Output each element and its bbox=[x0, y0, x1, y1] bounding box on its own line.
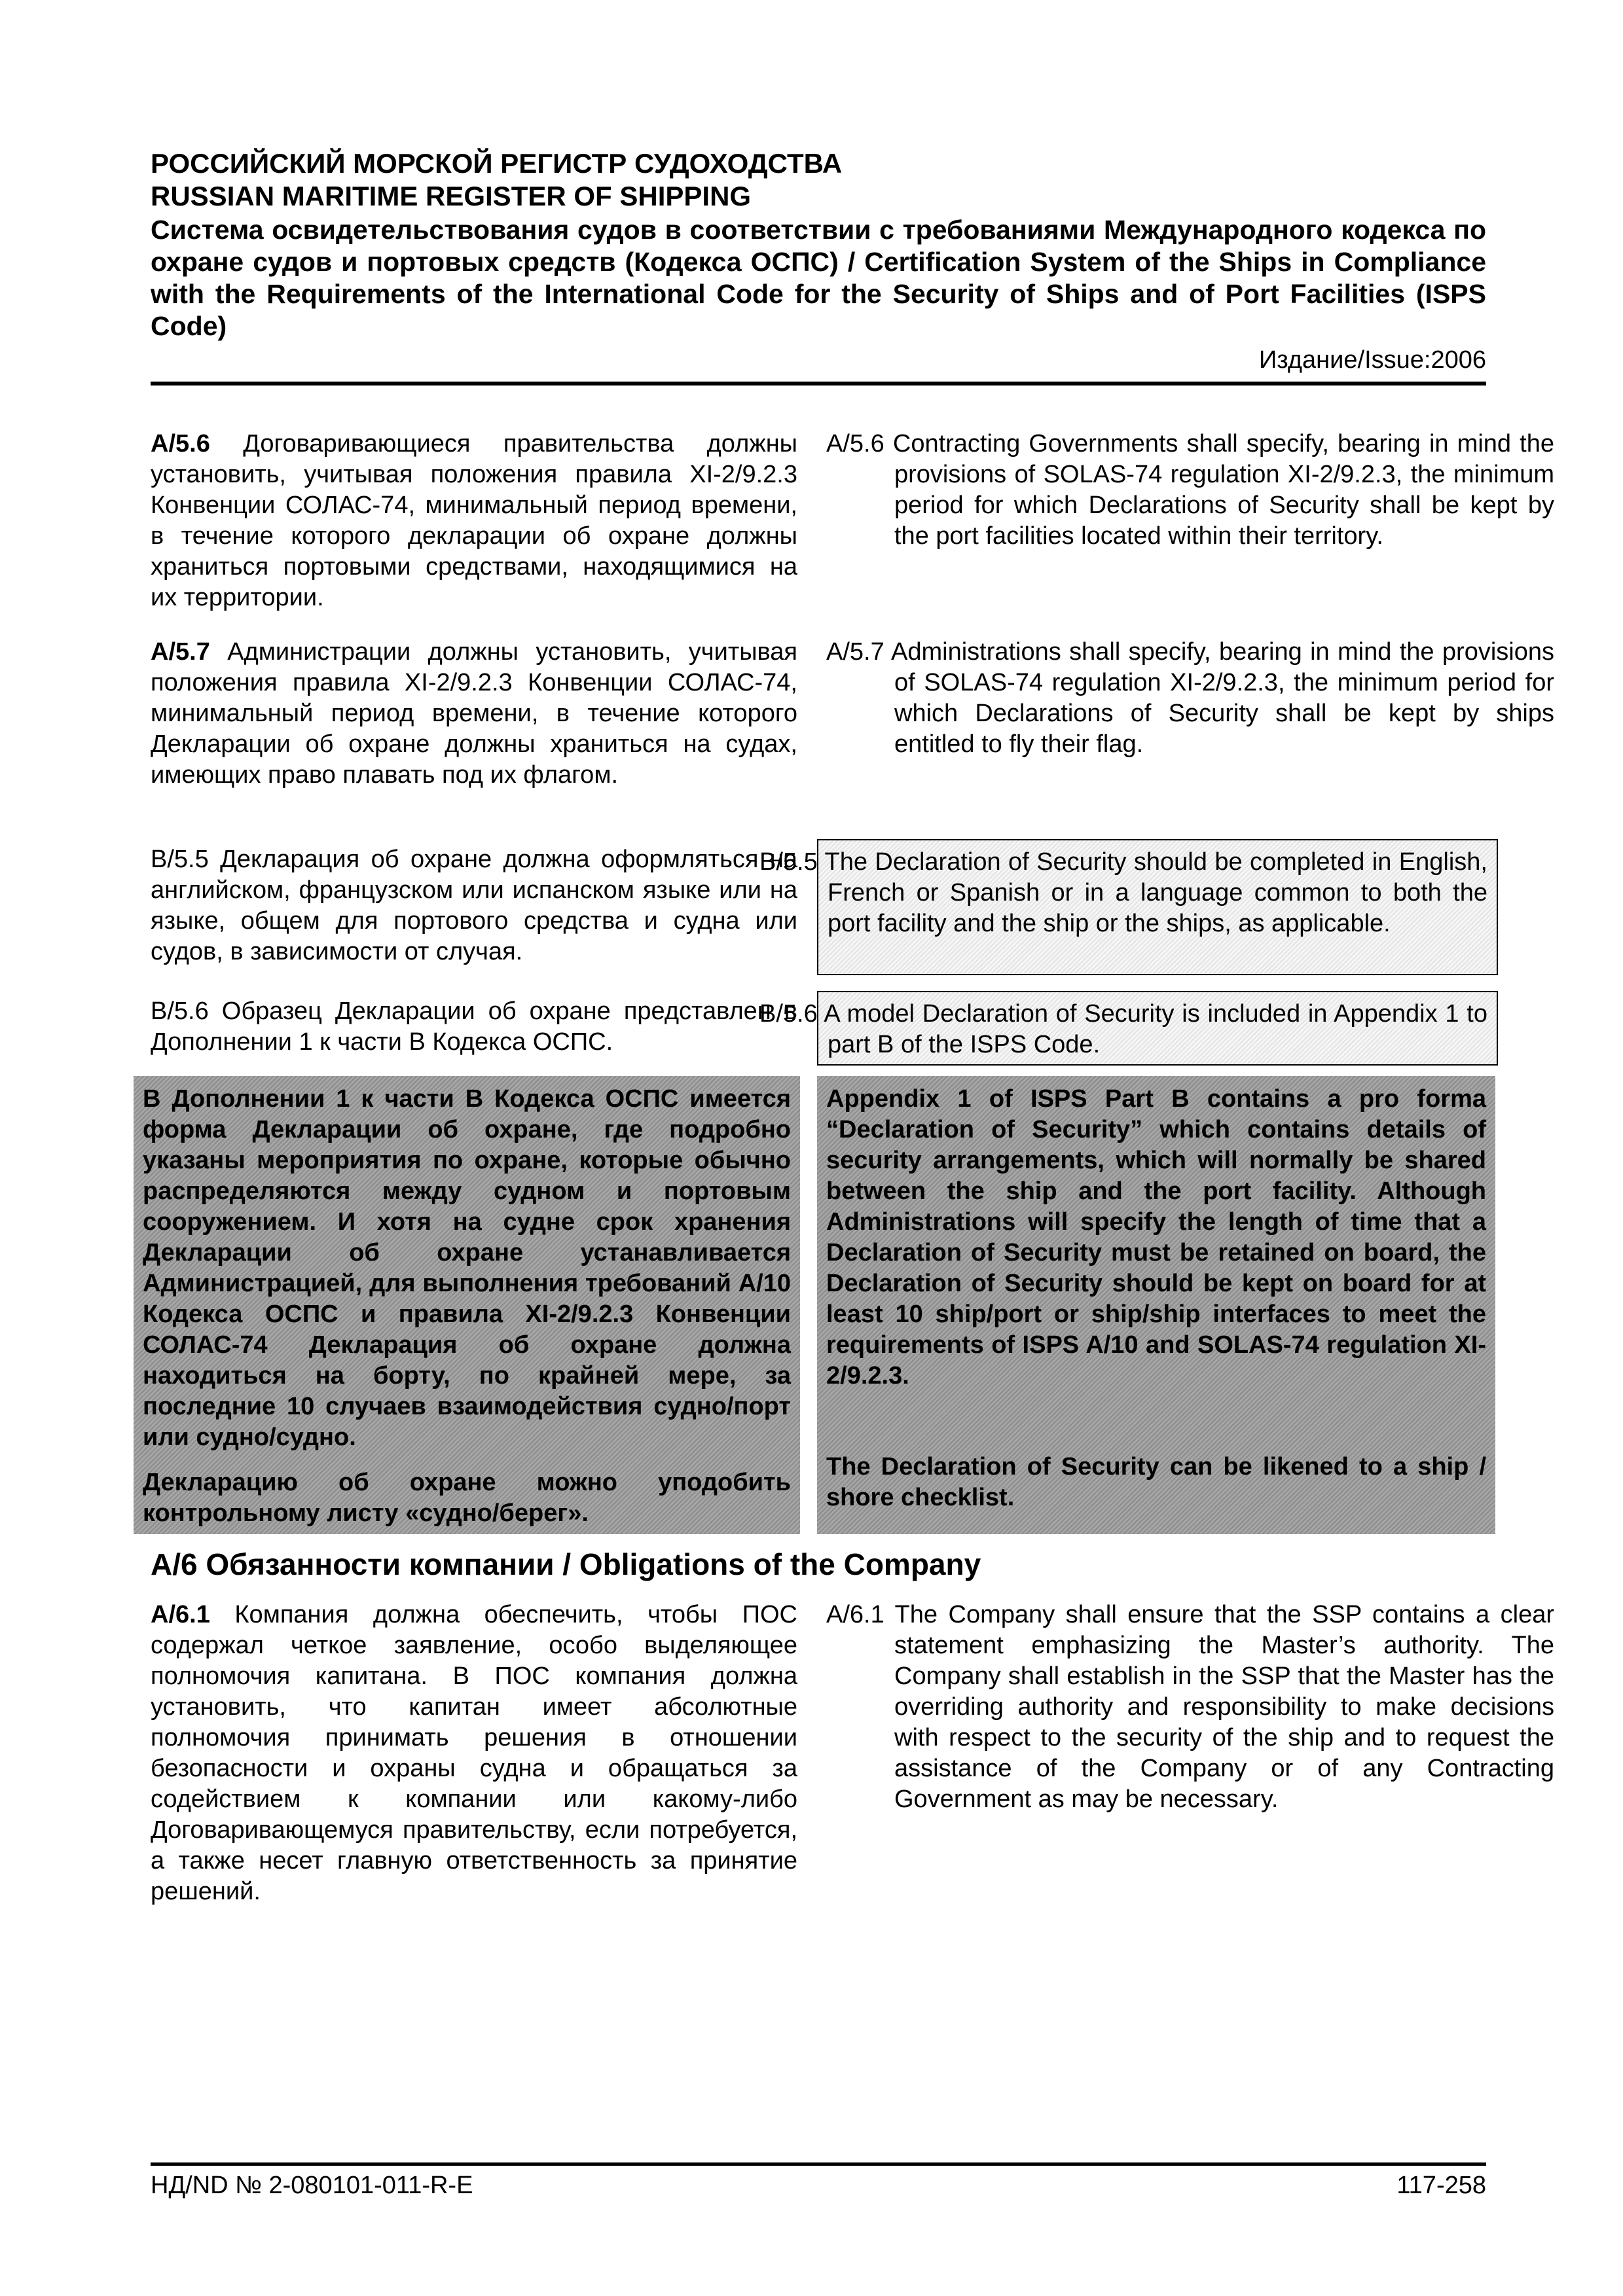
header-rule bbox=[151, 382, 1486, 386]
a6-1-ru-text: Компания должна обеспечить, чтобы ПОС содержал четкое заявление, особо выделяющее полномочия капитана. В ПОС компания должна установить, что капитан имеет абсолютные полномочия принимать решения в отношении безопасности и охраны судна и обращаться за содействием к компании или какому-либо Договаривающемуся правительству, если потребуется, а также несет главную ответственность за принятие решений. bbox=[151, 1601, 797, 1905]
register-title-en: RUSSIAN MARITIME REGISTER OF SHIPPING bbox=[151, 181, 752, 211]
a5-7-ru bbox=[151, 637, 797, 791]
a6-1-ru bbox=[151, 1600, 797, 1907]
a6-1-ru-number: А/6.1 bbox=[151, 1601, 210, 1628]
a6-1-en: A/6.1 The Company shall ensure that the SSP contains a clear statement emphasizing the Master’s authority. The Company shall establish in the SSP that the Master has the overriding authority and responsibility to make decisions with respect to the security of the ship and to request the assistance of the Company or of any Contracting Government as may be necessary. bbox=[826, 1601, 1554, 1813]
note-ru-2: Декларацию об охране можно уподобить контрольному листу «судно/берег». bbox=[143, 1469, 791, 1527]
b5-5-ru: В/5.5 Декларация об охране должна оформляться на английском, французском или испанском языке или на языке, общем для портового средства и судна или судов, в зависимости от случая. bbox=[151, 846, 797, 965]
b5-6-en-box bbox=[759, 991, 1498, 1066]
system-title: Система освидетельствования судов в соответствии с требованиями Международного кодекса по охране судов и портовых средств (Кодекса ОСПС) / Certification System of the Ships in Compliance with the Requirements of the International Code for the Security of Ships and of Port Facilities (ISPS Code) bbox=[151, 215, 1486, 341]
note-en-box bbox=[817, 1076, 1495, 1534]
b5-6-ru: В/5.6 Образец Декларации об охране представлен в Дополнении 1 к части В Кодекса ОСПС. bbox=[151, 997, 797, 1056]
note-en-2: The Declaration of Security can be likened to a ship / shore checklist. bbox=[826, 1453, 1486, 1511]
a5-7-ru-number: А/5.7 bbox=[151, 638, 210, 666]
a5-7-ru-text: Администрации должны установить, учитывая положения правила XI-2/9.2.3 Конвенции СОЛАС-74, минимальный период времени, в течение которого Декларации об охране должны храниться на судах, имеющих право плавать под их флагом. bbox=[151, 638, 798, 789]
a5-6-ru-text: Договаривающиеся правительства должны установить, учитывая положения правила XI-2/9.2.3 Конвенции СОЛАС-74, минимальный период времени, в течение которого декларации об охране должны храниться портовыми средствами, находящимися на их территории. bbox=[151, 430, 797, 611]
footer-rule bbox=[151, 2162, 1486, 2166]
b5-5-en: B/5.5 The Declaration of Security should be completed in English, French or Spanish or in a language common to both the port facility and the ship or the ships, as applicable. bbox=[759, 848, 1487, 937]
register-title-ru: РОССИЙСКИЙ МОРСКОЙ РЕГИСТР СУДОХОДСТВА bbox=[151, 148, 843, 179]
note-en-1: Appendix 1 of ISPS Part B contains a pro forma “Declaration of Security” which contains details of security arrangements, which will normally be shared between the ship and the port facility. Although Administrations will specify the length of time that a Declaration of Security must be retained on board, the Declaration of Security should be kept on board for at least 10 ship/port or ship/ship interfaces to meet the requirements of ISPS A/10 and SOLAS-74 regulation XI-2/9.2.3. bbox=[826, 1085, 1486, 1390]
issue-label: Издание/Issue:2006 bbox=[1258, 346, 1486, 374]
section-title: А/6 Обязанности компании / Obligations of the Company bbox=[151, 1547, 981, 1581]
b5-5-en-box bbox=[759, 839, 1498, 975]
note-ru-box bbox=[134, 1076, 800, 1534]
document-number: НД/ND № 2-080101-011-R-E bbox=[151, 2172, 473, 2199]
page-header bbox=[151, 147, 1486, 375]
b5-6-en: B/5.6 A model Declaration of Security is included in Appendix 1 to part B of the ISPS Code. bbox=[759, 1000, 1487, 1058]
a5-6-ru-number: А/5.6 bbox=[151, 430, 210, 457]
a5-6-ru bbox=[151, 429, 797, 613]
page-number: 117-258 bbox=[1396, 2172, 1486, 2199]
a5-7-en: A/5.7 Administrations shall specify, bearing in mind the provisions of SOLAS-74 regulation XI-2/9.2.3, the minimum period for which Declarations of Security shall be kept by ships entitled to fly their flag. bbox=[826, 638, 1554, 758]
a5-6-en: A/5.6 Contracting Governments shall specify, bearing in mind the provisions of SOLAS-74 regulation XI-2/9.2.3, the minimum period for which Declarations of Security shall be kept by the port facilities located within their territory. bbox=[826, 430, 1554, 550]
note-ru-1: В Дополнении 1 к части В Кодекса ОСПС имеется форма Декларации об охране, где подробно указаны мероприятия по охране, которые обычно распределяются между судном и портовым сооружением. И хотя на судне срок хранения Декларации об охране устанавливается Администрацией, для выполнения требований А/10 Кодекса ОСПС и правила XI-2/9.2.3 Конвенции СОЛАС-74 Декларация об охране должна находиться на борту, по крайней мере, за последние 10 случаев взаимодействия судно/порт или судно/судно. bbox=[143, 1085, 791, 1451]
